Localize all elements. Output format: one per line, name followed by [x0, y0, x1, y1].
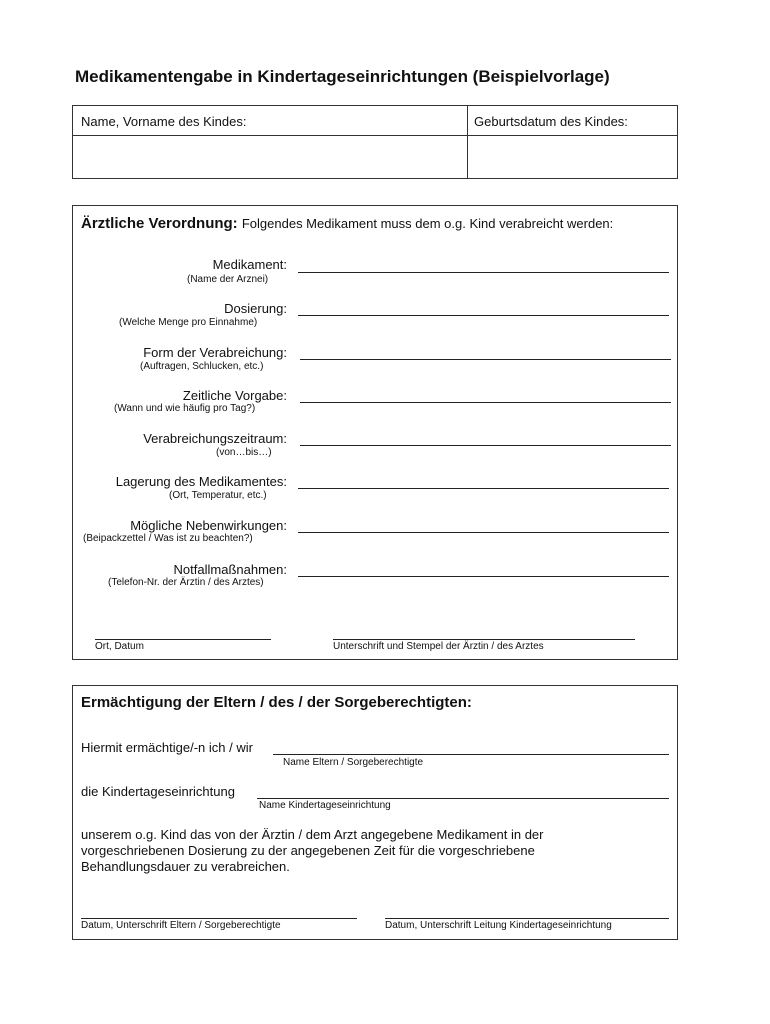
field-hint-medication: (Name der Arznei)	[187, 274, 269, 285]
field-line-dosage	[298, 315, 669, 316]
authorize-label: Hiermit ermächtige/-n ich / wir	[81, 740, 253, 755]
facility-name-line	[257, 798, 669, 799]
parents-signature-line	[81, 918, 357, 919]
authorization-text-line-3: Behandlungsdauer zu verabreichen.	[81, 859, 290, 874]
field-hint-emergency: (Telefon-Nr. der Ärztin / des Arztes)	[108, 577, 264, 588]
field-hint-side-effects: (Beipackzettel / Was ist zu beachten?)	[83, 533, 253, 544]
parents-name-hint: Name Eltern / Sorgeberechtigte	[283, 757, 424, 768]
prescription-title	[81, 215, 613, 232]
field-line-schedule	[300, 402, 671, 403]
field-line-period	[300, 445, 671, 446]
facility-signature-line	[385, 918, 669, 919]
authorization-text-line-2: vorgeschriebenen Dosierung zu der angegebenen Zeit für die vorgeschriebene	[81, 843, 535, 858]
page-title: Medikamentengabe in Kindertageseinrichtungen (Beispielvorlage)	[75, 67, 610, 86]
field-label-emergency: Notfallmaßnahmen:	[173, 562, 287, 577]
field-label-medication: Medikament:	[212, 257, 287, 272]
table-divider	[73, 135, 677, 136]
authorization-title: Ermächtigung der Eltern / des / der Sorgeberechtigten:	[81, 694, 472, 711]
field-line-side-effects	[298, 532, 669, 533]
authorization-text-line-1: unserem o.g. Kind das von der Ärztin / dem Arzt angegebene Medikament in der	[81, 827, 544, 842]
field-label-form: Form der Verabreichung:	[143, 345, 287, 360]
field-label-side-effects: Mögliche Nebenwirkungen:	[130, 518, 287, 533]
birthdate-label: Geburtsdatum des Kindes:	[474, 114, 628, 129]
field-hint-dosage: (Welche Menge pro Einnahme)	[119, 317, 258, 328]
facility-label: die Kindertageseinrichtung	[81, 784, 235, 799]
authorization-section	[72, 685, 678, 940]
prescription-subtitle: Folgendes Medikament muss dem o.g. Kind verabreicht werden:	[241, 216, 614, 231]
field-label-storage: Lagerung des Medikamentes:	[115, 474, 287, 489]
table-divider	[467, 106, 468, 178]
doctor-signature-line	[333, 639, 635, 640]
doctor-signature-label: Unterschrift und Stempel der Ärztin / des Arztes	[333, 641, 544, 652]
field-hint-schedule: (Wann und wie häufig pro Tag?)	[114, 403, 256, 414]
facility-name-hint: Name Kindertageseinrichtung	[259, 800, 391, 811]
prescription-section	[72, 205, 678, 660]
place-date-line	[95, 639, 271, 640]
field-label-schedule: Zeitliche Vorgabe:	[182, 388, 287, 403]
child-info-table	[72, 105, 678, 179]
parents-signature-label: Datum, Unterschrift Eltern / Sorgeberechtigte	[81, 920, 281, 931]
field-label-dosage: Dosierung:	[224, 301, 287, 316]
field-label-period: Verabreichungszeitraum:	[143, 431, 287, 446]
field-line-emergency	[298, 576, 669, 577]
place-date-label: Ort, Datum	[95, 641, 144, 652]
field-line-storage	[298, 488, 669, 489]
field-hint-form: (Auftragen, Schlucken, etc.)	[140, 361, 264, 372]
child-name-label: Name, Vorname des Kindes:	[81, 114, 247, 129]
field-line-medication	[298, 272, 669, 273]
field-hint-storage: (Ort, Temperatur, etc.)	[169, 490, 267, 501]
field-hint-period: (von…bis…)	[216, 447, 272, 458]
parents-name-line	[273, 754, 669, 755]
field-line-form	[300, 359, 671, 360]
facility-signature-label: Datum, Unterschrift Leitung Kindertageseinrichtung	[385, 920, 612, 931]
prescription-heading: Ärztliche Verordnung:	[81, 215, 238, 232]
